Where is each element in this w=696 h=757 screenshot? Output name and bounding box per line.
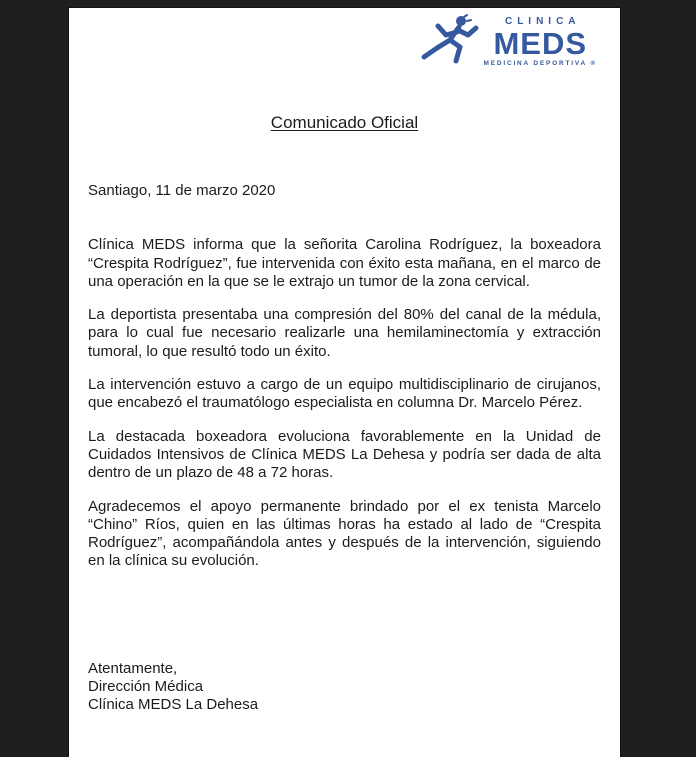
logo-brand-top: CLINICA xyxy=(504,16,581,28)
paragraph-4: La destacada boxeadora evoluciona favorablemente en la Unidad de Cuidados Intensivos de Clínica MEDS La Dehesa y podría ser dada de alta dentro de un plazo de 48 a 72 horas. xyxy=(88,427,601,482)
paragraph-5: Agradecemos el apoyo permanente brindado por el ex tenista Marcelo “Chino” Ríos, quien en las últimas horas ha estado al lado de “Crespita Rodríguez”, acompañándola antes y después de la intervención, siguiendo en la clínica su evolución. xyxy=(88,497,601,570)
dateline: Santiago, 11 de marzo 2020 xyxy=(88,182,276,199)
closing-line-2: Dirección Médica xyxy=(88,678,204,696)
closing-block xyxy=(88,660,601,715)
runner-icon xyxy=(420,14,480,71)
paragraph-2: La deportista presentaba una compresión del 80% del canal de la médula, para lo cual fue necesario realizarle una hemilaminectomía y extracción tumoral, lo que resultó todo un éxito. xyxy=(88,306,601,360)
letter-body xyxy=(88,236,601,570)
meds-logo xyxy=(420,14,598,71)
logo-brand-main: MEDS xyxy=(493,26,588,62)
paragraph-3: La intervención estuvo a cargo de un equipo multidisciplinario de cirujanos, que encabezó el traumatólogo especialista en columna Dr. Marcelo Pérez. xyxy=(88,376,601,412)
logo-brand-sub: MEDICINA DEPORTIVA ® xyxy=(483,60,597,68)
document-title: Comunicado Oficial xyxy=(270,113,419,132)
paragraph-1: Clínica MEDS informa que la señorita Carolina Rodríguez, la boxeadora “Crespita Rodríguez”, fue intervenida con éxito esta mañana, en el marco de una operación en la que se le extrajo un tumor de la zona cervical. xyxy=(88,236,601,290)
logo-row xyxy=(88,14,597,71)
closing-line-1: Atentamente, xyxy=(88,659,178,677)
closing-line-3: Clínica MEDS La Dehesa xyxy=(88,696,259,714)
letter-page xyxy=(69,8,620,757)
